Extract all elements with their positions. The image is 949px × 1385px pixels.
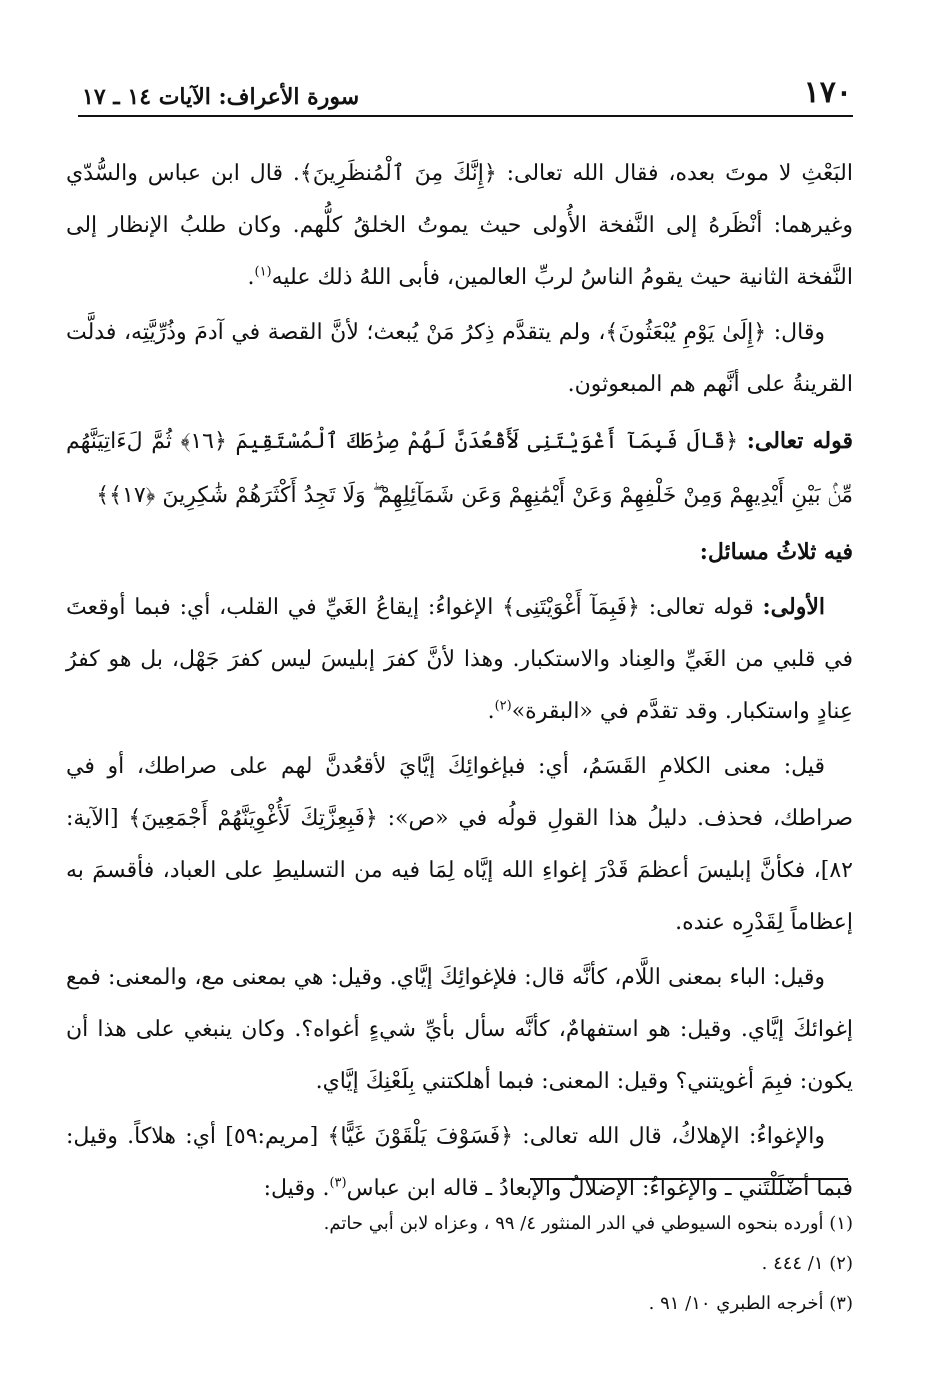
paragraph-1-text: البَعْثِ لا موتَ بعده، فقال الله تعالى: ﴿إِنَّكَ مِنَ ٱلْمُنظَرِينَ﴾. قال ابن عباس والسُّدّي وغيرهما: أنْظَرهُ إلى النَّفخة الأُولى حيث يموتُ الخلقُ كلُّهم. وكان طلبُ الإنظار إلى النَّفخة الثانية حيث يقومُ الناسُ لربِّ العالمين، فأبى اللهُ ذلك عليه	[66, 161, 853, 290]
header-rule	[78, 115, 853, 117]
footnote-ref-3: (٣)	[329, 1175, 347, 1191]
paragraph-3	[66, 581, 853, 738]
footnote-rule	[530, 1178, 848, 1180]
paragraph-5: وقيل: الباء بمعنى اللَّام، كأنَّه قال: فلإغوائِكَ إيَّاي. وقيل: هي بمعنى مع، والمعنى: فمع إغوائكَ إيَّاي. وقيل: هو استفهامٌ، كأنَّه سأل بأيِّ شيءٍ أغواه؟. وكان ينبغي على هذا أن يكون: فبِمَ أغويتني؟ وقيل: المعنى: فبما أهلكتني بِلَعْنِكَ إيَّاي.	[66, 965, 854, 1094]
paragraph-4: قيل: معنى الكلامِ القَسَمُ، أي: فبإغوائِكَ إيَّايَ لأقعُدنَّ لهم على صراطك، أو في صراطك، فحذف. دليلُ هذا القولِ قولُه في «ص»: ﴿فَبِعِزَّتِكَ لَأُغْوِيَنَّهُمْ أَجْمَعِينَ﴾ [الآية: ٨٢]، فكأنَّ إبليسَ أعظمَ قَدْرَ إغواءِ الله إيَّاه لِمَا فيه من التسليطِ على العباد، فأقسمَ به إعظاماً لِقَدْرِه عنده.	[66, 754, 853, 935]
page-body	[66, 148, 853, 1218]
paragraph-6	[66, 1111, 853, 1215]
page-header	[82, 66, 852, 110]
verse-text: ﴿قَالَ فَبِمَآ أَغْوَيْتَنِى لَأَقْعُدَنَّ لَهُمْ صِرَٰطَكَ ٱلْمُسْتَقِيمَ ﴿١٦﴾ ثُمَّ لَءَاتِيَنَّهُم مِّنۢ بَيْنِ أَيْدِيهِمْ وَمِنْ خَلْفِهِمْ وَعَنْ أَيْمَٰنِهِمْ وَعَن شَمَآئِلِهِمْ ۖ وَلَا تَجِدُ أَكْثَرَهُمْ شَٰكِرِينَ ﴿١٧﴾﴾	[66, 429, 853, 508]
footnotes	[66, 1204, 853, 1324]
page-number: ١٧٠	[803, 75, 852, 110]
footnote-ref-1: (١)	[254, 264, 272, 280]
running-title: سورة الأعراف: الآيات ١٤ ـ ١٧	[82, 84, 360, 110]
footnote-3: (٣) أخرجه الطبري ١٠/ ٩١ .	[648, 1293, 853, 1314]
footnote-ref-2: (٢)	[494, 698, 512, 714]
paragraph-6-text: والإغواءُ: الإهلاكُ، قال الله تعالى: ﴿فَسَوْفَ يَلْقَوْنَ غَيًّا﴾ [مريم:٥٩] أي: هلاكاً. وقيل: فبما أضْلَلْتَني ـ والإغواءُ: الإضلالُ والإبعادُ ـ قاله ابن عباس	[66, 1124, 853, 1201]
paragraph-1-end: .	[247, 265, 255, 290]
paragraph-1	[66, 148, 853, 304]
paragraph-6-end: . وقيل:	[263, 1176, 330, 1201]
verse-intro: قوله تعالى:	[746, 428, 854, 454]
verse-block	[66, 414, 853, 523]
footnote-2: (٢) ١/ ٤٤٤ .	[761, 1253, 853, 1274]
paragraph-2: وقال: ﴿إِلَىٰ يَوْمِ يُبْعَثُونَ﴾، ولم يتقدَّم ذِكرُ مَنْ يُبعث؛ لأنَّ القصة في آدمَ وذُرِّيَّتِه، فدلَّت القرينةُ على أنَّهم هم المبعوثون.	[66, 320, 853, 397]
paragraph-3-text: قوله تعالى: ﴿فَبِمَآ أَغْوَيْتَنِى﴾ الإغواءُ: إيقاعُ الغَيِّ في القلب، أي: فبما أوقعتَ في قلبي من الغَيِّ والعِناد والاستكبار. وهذا لأنَّ كفرَ إبليسَ ليس كفرَ جَهْل، بل هو كفرُ عِنادٍ واستكبار. وقد تقدَّم في «البقرة»	[66, 595, 853, 724]
footnote-1: (١) أورده بنحوه السيوطي في الدر المنثور ٤/ ٩٩ ، وعزاه لابن أبي حاتم.	[323, 1213, 853, 1234]
paragraph-3-end: .	[487, 699, 495, 724]
issues-heading: فيه ثلاثُ مسائل:	[699, 539, 853, 565]
first-issue-label: الأولى:	[762, 594, 825, 620]
